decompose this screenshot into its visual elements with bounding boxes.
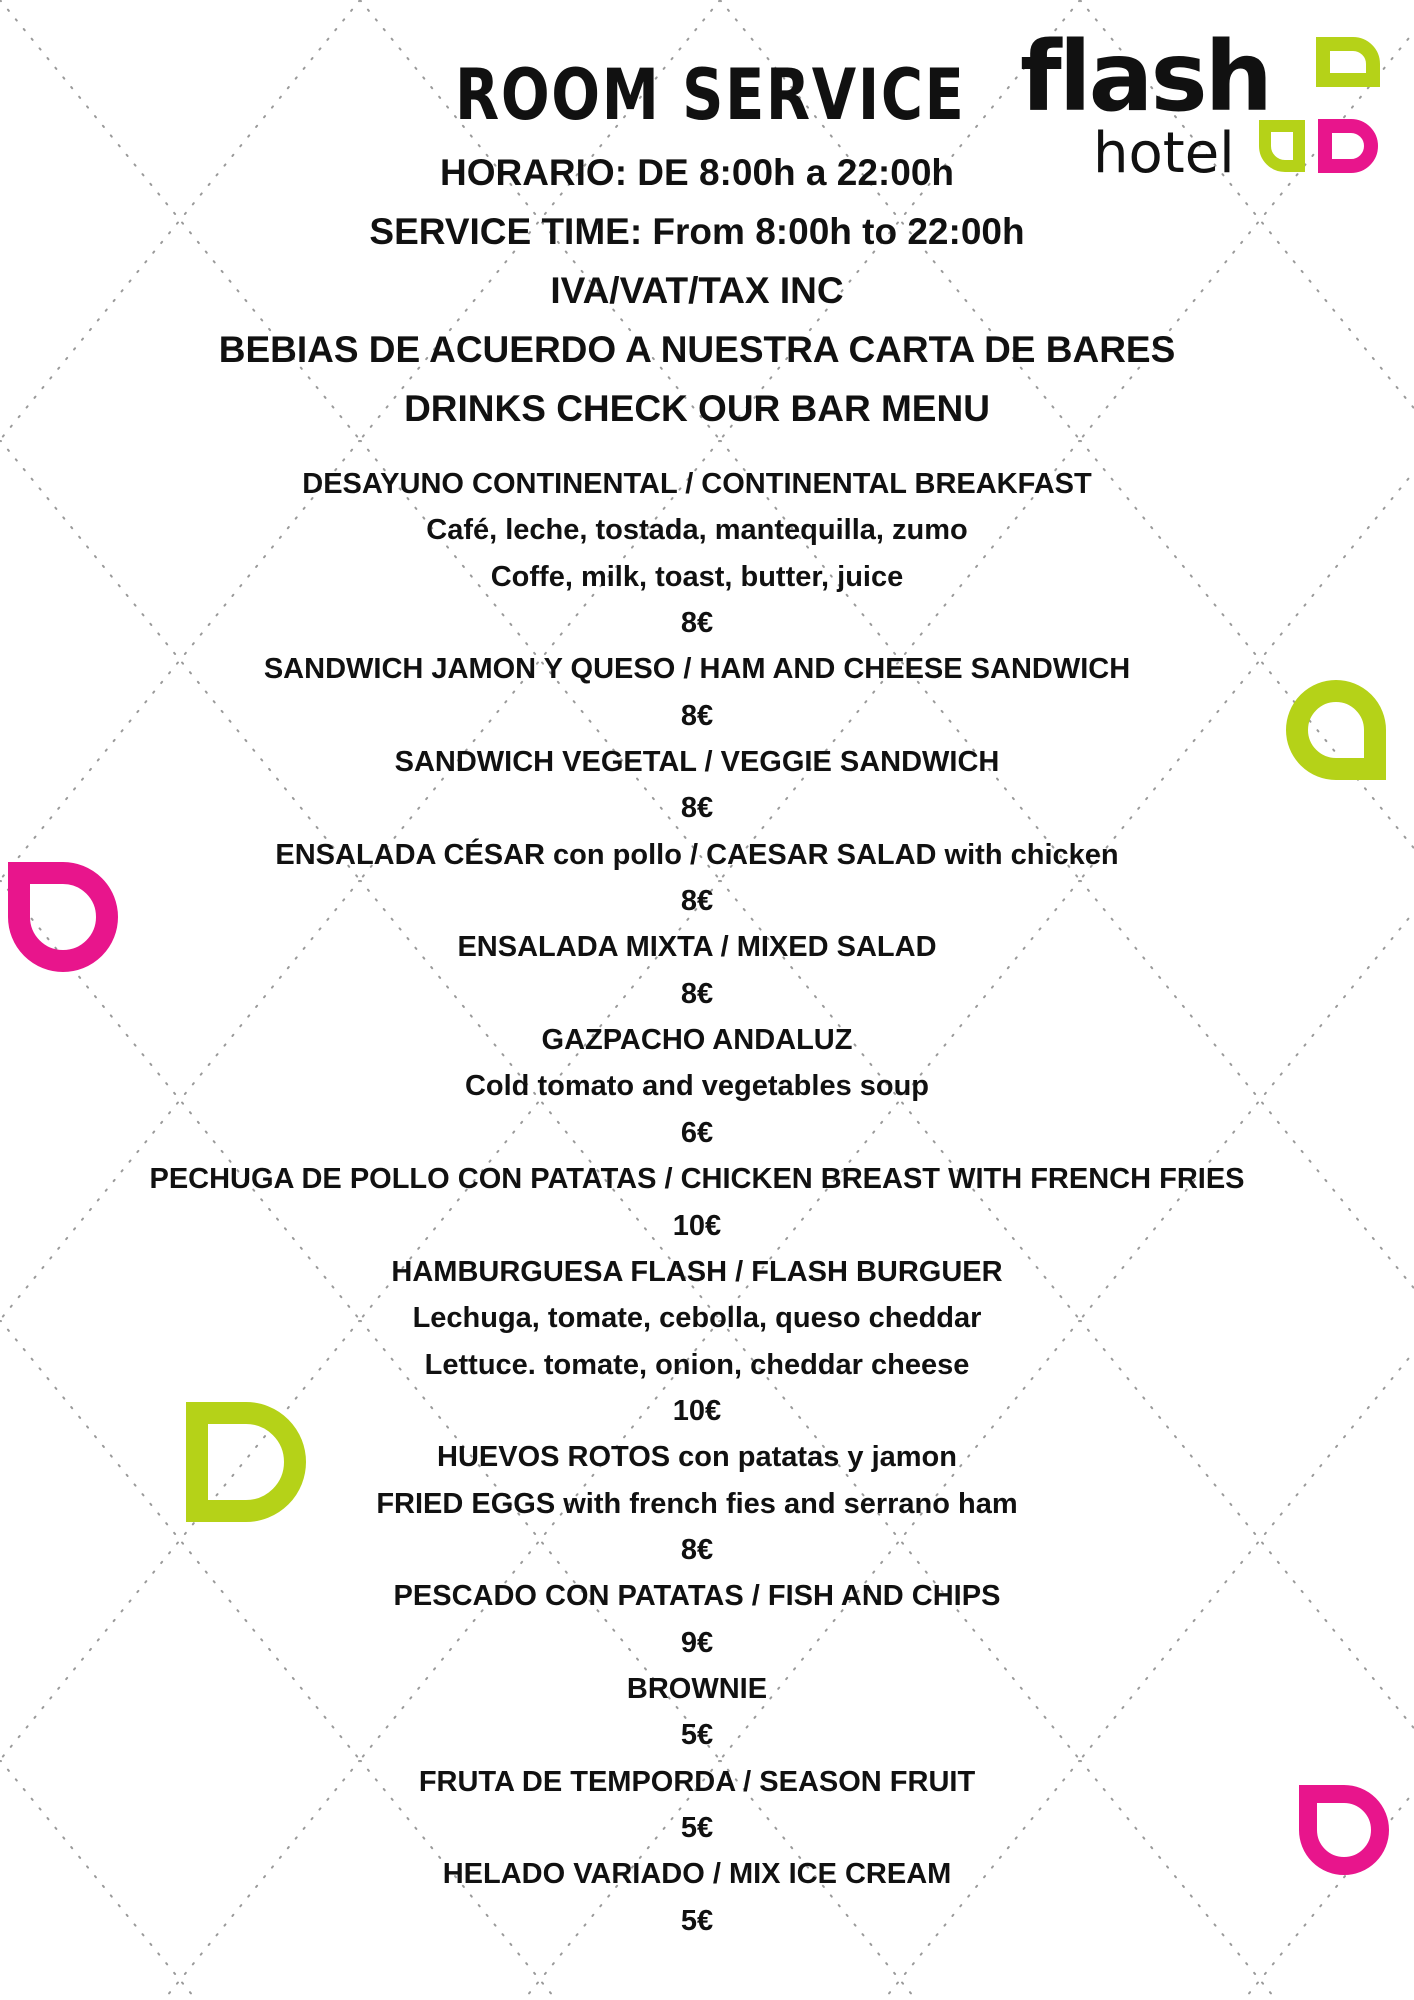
menu-item-price: 8€ [680,699,714,732]
menu-item-name: SANDWICH VEGETAL / VEGGIE SANDWICH [394,746,1000,779]
menu-item-price: 5€ [680,1811,714,1844]
menu-item-name: HAMBURGUESA FLASH / FLASH BURGUER [391,1255,1003,1288]
menu-item-price: 10€ [672,1209,722,1242]
menu-item-price: 8€ [680,885,714,918]
menu-item-description: FRIED EGGS with french fies and serrano ham [376,1487,1018,1520]
menu-item-price: 8€ [680,977,714,1010]
menu-item-description: Lettuce. tomate, onion, cheddar cheese [424,1348,970,1381]
logo-word-flash: flash [1020,21,1270,133]
menu-item-description: Coffe, milk, toast, butter, juice [490,560,904,593]
menu-item-price: 5€ [680,1719,714,1752]
menu-item-price: 5€ [680,1904,714,1937]
menu-item-price: 8€ [680,792,714,825]
menu-item-description: Café, leche, tostada, mantequilla, zumo [426,514,968,547]
menu-item-name: GAZPACHO ANDALUZ [541,1024,853,1057]
menu-item-price: 10€ [672,1394,722,1427]
menu-item-price: 8€ [680,1533,714,1566]
menu-item-price: 6€ [680,1116,714,1149]
page-title: ROOM SERVICE [455,54,966,136]
menu-item-name: PECHUGA DE POLLO CON PATATAS / CHICKEN BREAST WITH FRENCH FRIES [149,1163,1245,1196]
menu-item-description: Lechuga, tomate, cebolla, queso cheddar [412,1302,982,1335]
menu-item-name: BROWNIE [626,1672,768,1705]
menu-item-name: ENSALADA MIXTA / MIXED SALAD [457,931,937,964]
menu-item-name: FRUTA DE TEMPORDA / SEASON FRUIT [418,1765,976,1798]
menu-item-name: ENSALADA CÉSAR con pollo / CAESAR SALAD with chicken [275,838,1119,871]
menu-item-name: SANDWICH JAMON Y QUESO / HAM AND CHEESE SANDWICH [263,653,1131,686]
logo-word-hotel: hotel [1093,121,1235,186]
menu-item-name: HUEVOS ROTOS con patatas y jamon [437,1441,957,1474]
header-info [0,143,1394,438]
menu-item-description: Cold tomato and vegetables soup [464,1070,930,1103]
menu-item-price: 9€ [680,1626,714,1659]
menu-item-name: HELADO VARIADO / MIX ICE CREAM [442,1858,952,1891]
menu-item-price: 8€ [680,607,714,640]
service-hours-english: SERVICE TIME: From 8:00h to 22:00h [369,211,1025,252]
drinks-note-spanish: BEBIAS DE ACUERDO A NUESTRA CARTA DE BARES [218,329,1176,370]
menu-item-name: DESAYUNO CONTINENTAL / CONTINENTAL BREAKFAST [302,468,1092,500]
menu-list [0,461,1394,1944]
menu-item-name: PESCADO CON PATATAS / FISH AND CHIPS [393,1580,1001,1613]
drinks-note-english: DRINKS CHECK OUR BAR MENU [404,388,990,429]
tax-note: IVA/VAT/TAX INC [550,270,844,311]
service-hours-spanish: HORARIO: DE 8:00h a 22:00h [439,152,955,193]
